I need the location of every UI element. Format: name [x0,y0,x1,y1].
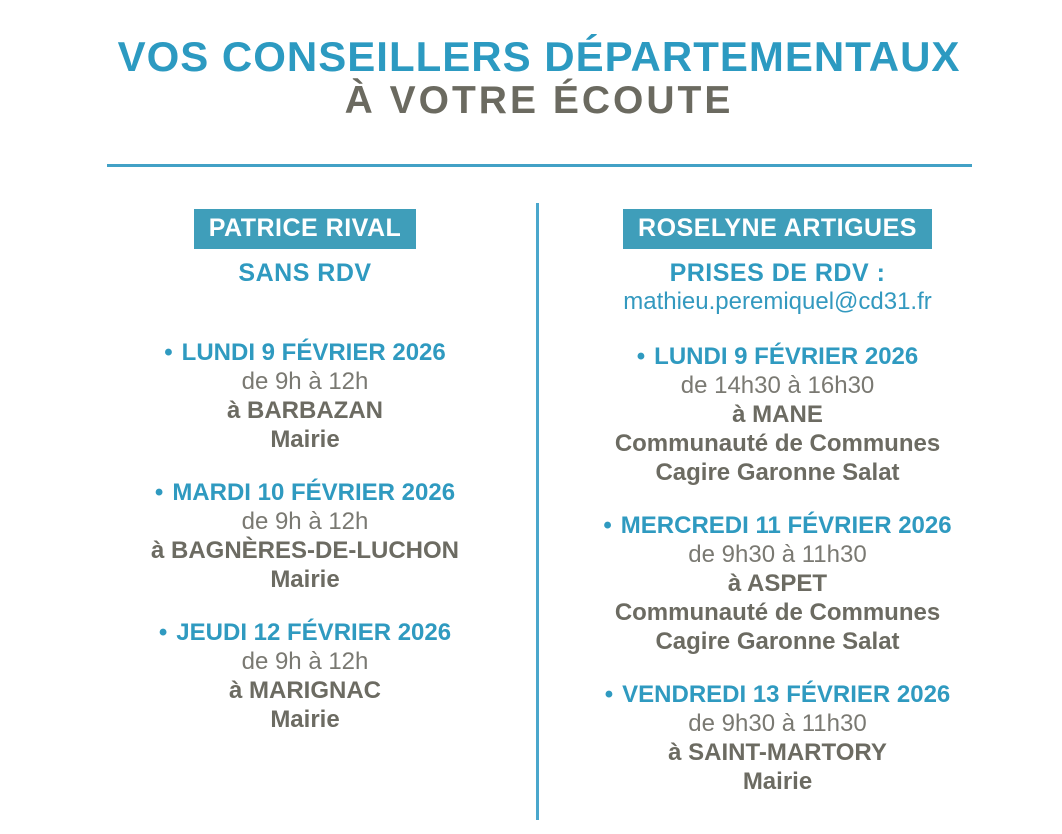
councillor-name-badge: ROSELYNE ARTIGUES [623,209,932,249]
bullet-icon: • [158,619,168,647]
appointment-time: de 14h30 à 16h30 [680,372,875,400]
appointment-time: de 9h à 12h [241,368,369,396]
booking-mode-label: PRISES DE RDV : [669,259,886,288]
schedule-columns [74,203,1016,820]
appointment [539,342,1016,487]
appointment [74,478,536,594]
appointment-time: de 9h à 12h [241,508,369,536]
appointment [74,338,536,454]
booking-mode-label: SANS RDV [238,259,372,288]
appointment-time: de 9h30 à 11h30 [688,541,867,569]
column-roselyne-artigues [539,203,1016,820]
appointment-location: à BAGNÈRES-DE-LUCHON [150,537,459,565]
appointment-list [539,342,1016,796]
appointment-venue: Communauté de Communes [614,599,941,627]
appointment [539,511,1016,656]
appointment-venue: Communauté de Communes [614,430,941,458]
page-header [16,0,1062,167]
appointment-list [74,338,536,734]
appointment-venue-line2: Cagire Garonne Salat [655,459,900,487]
page-subtitle: À VOTRE ÉCOUTE [344,79,734,123]
bullet-icon: • [154,479,164,507]
appointment-time: de 9h30 à 11h30 [688,710,867,738]
appointment-date [74,478,536,507]
title-divider [107,164,972,167]
bullet-icon: • [603,512,612,540]
appointment-venue: Mairie [270,706,340,734]
appointment-location: à MARIGNAC [228,677,381,705]
appointment-date [539,680,1016,709]
appointment-venue: Mairie [742,768,813,796]
appointment-location: à BARBAZAN [227,397,383,425]
appointment-date-text: JEUDI 12 FÉVRIER 2026 [176,619,452,647]
councillor-name-badge: PATRICE RIVAL [194,209,417,249]
booking-email: mathieu.peremiquel@cd31.fr [623,288,932,316]
appointment-date [74,338,536,367]
appointment-date-text: LUNDI 9 FÉVRIER 2026 [181,339,446,367]
appointment-date [74,618,536,647]
appointment-date [539,511,1016,540]
appointment-date-text: VENDREDI 13 FÉVRIER 2026 [622,681,951,709]
appointment-location: à ASPET [727,570,828,598]
page-title: VOS CONSEILLERS DÉPARTEMENTAUX [117,33,961,80]
bullet-icon: • [164,339,173,367]
appointment-venue: Mairie [270,426,340,454]
appointment-venue-line2: Cagire Garonne Salat [655,628,900,656]
appointment-time: de 9h à 12h [241,648,369,676]
appointment-location: à SAINT-MARTORY [668,739,887,767]
appointment-date-text: MERCREDI 11 FÉVRIER 2026 [620,512,952,540]
appointment-location: à MANE [732,401,823,429]
column-patrice-rival [74,203,536,820]
appointment-date [539,342,1016,371]
bullet-icon: • [636,343,646,371]
appointment-venue: Mairie [270,566,340,594]
appointment-date-text: MARDI 10 FÉVRIER 2026 [172,479,456,507]
appointment-date-text: LUNDI 9 FÉVRIER 2026 [654,343,919,371]
appointment [539,680,1016,796]
appointment [74,618,536,734]
bullet-icon: • [604,681,614,709]
